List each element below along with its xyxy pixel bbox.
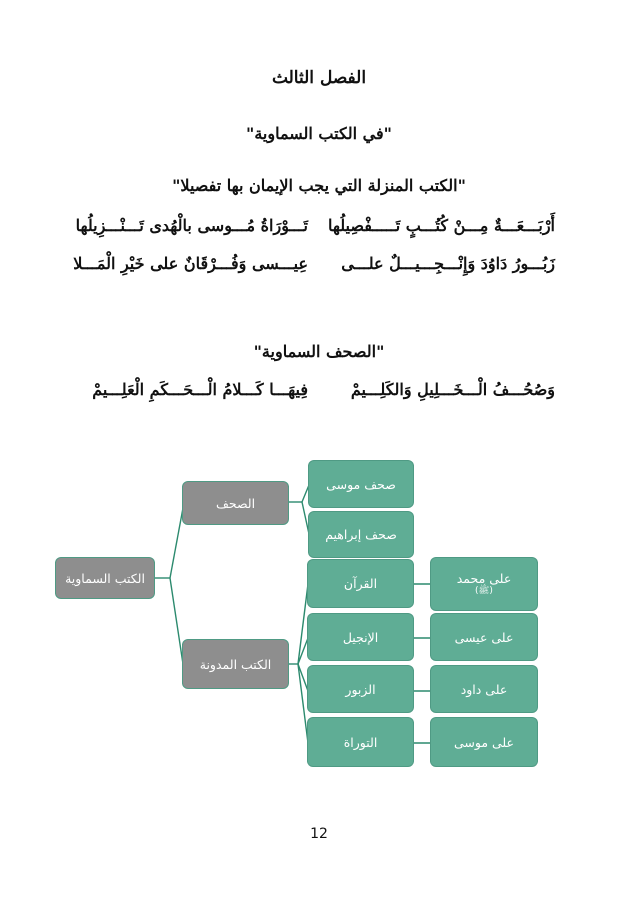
suhuf-musa-node [309,461,413,507]
suhuf-ibrahim-label: صحف إبراهيم [325,527,397,542]
prophet-musa-node [431,718,537,766]
madawwana-node [183,640,288,688]
chapter-title: الفصل الثالث [271,68,367,88]
verse2-left-hemistich: عِيـــسى وَفُـــرْقَانٌ على خَيْرِ الْمَـــلا [73,254,308,273]
prophet-isa-label: على عيسى [454,629,514,645]
suhuf-ibrahim-node [309,512,413,557]
prophet-dawud-label: على داود [460,681,508,697]
verse1-right-hemistich: أَرْبَـــعَـــةٌ مِـــنْ كُتُـــبٍ تَـــــفْصِيلُها [327,216,555,235]
book-tawrat-label: التوراة [343,734,378,750]
subsection-title-suhuf: "الصحف السماوية" [253,342,385,361]
verse2-right-hemistich: زَبُـــورُ دَاوُدَ وَإِنْـــجِـــيـــلٌ علـــى [341,254,555,273]
page-number: 12 [310,826,328,842]
madawwana-node-label: الكتب المدونة [199,656,272,672]
book-tawrat-node [308,718,413,766]
verse3-right-hemistich: وَصُحُـــفُ الْـــخَـــلِيلِ وَالكَلِـــيمْ [350,380,555,399]
suhuf-node-label: الصحف [215,495,256,511]
suhuf-node [183,482,288,524]
prophet-musa-label: على موسى [453,734,515,750]
root-node-label: الكتب السماوية [65,570,145,586]
book-zabur-label: الزبور [345,681,376,697]
suhuf-musa-label: صحف موسى [326,476,396,492]
pbuh-mark: (ﷺ) [475,586,493,597]
verse3-left-hemistich: فِيهَـــا كَـــلامُ الْـــحَـــكَمِ الْعَلِـــيمْ [92,380,308,399]
verse1-left-hemistich: تَـــوْرَاةُ مُـــوسى بالْهُدى تَـــنْـــزِيلُها [75,216,308,235]
section-title: "في الكتب السماوية" [246,124,392,143]
book-injil-label: الإنجيل [342,629,379,645]
book-quran-label: القرآن [343,576,378,591]
book-injil-node [308,614,413,660]
prophet-muhammad-node [431,558,537,610]
root-node [56,558,154,598]
book-zabur-node [308,666,413,712]
prophet-dawud-node [431,666,537,712]
prophet-isa-node [431,614,537,660]
book-quran-node [308,560,413,607]
subsection-title-books: "الكتب المنزلة التي يجب الإيمان بها تفصيلا" [172,176,466,195]
prophet-muhammad-label: على محمد [456,570,512,586]
